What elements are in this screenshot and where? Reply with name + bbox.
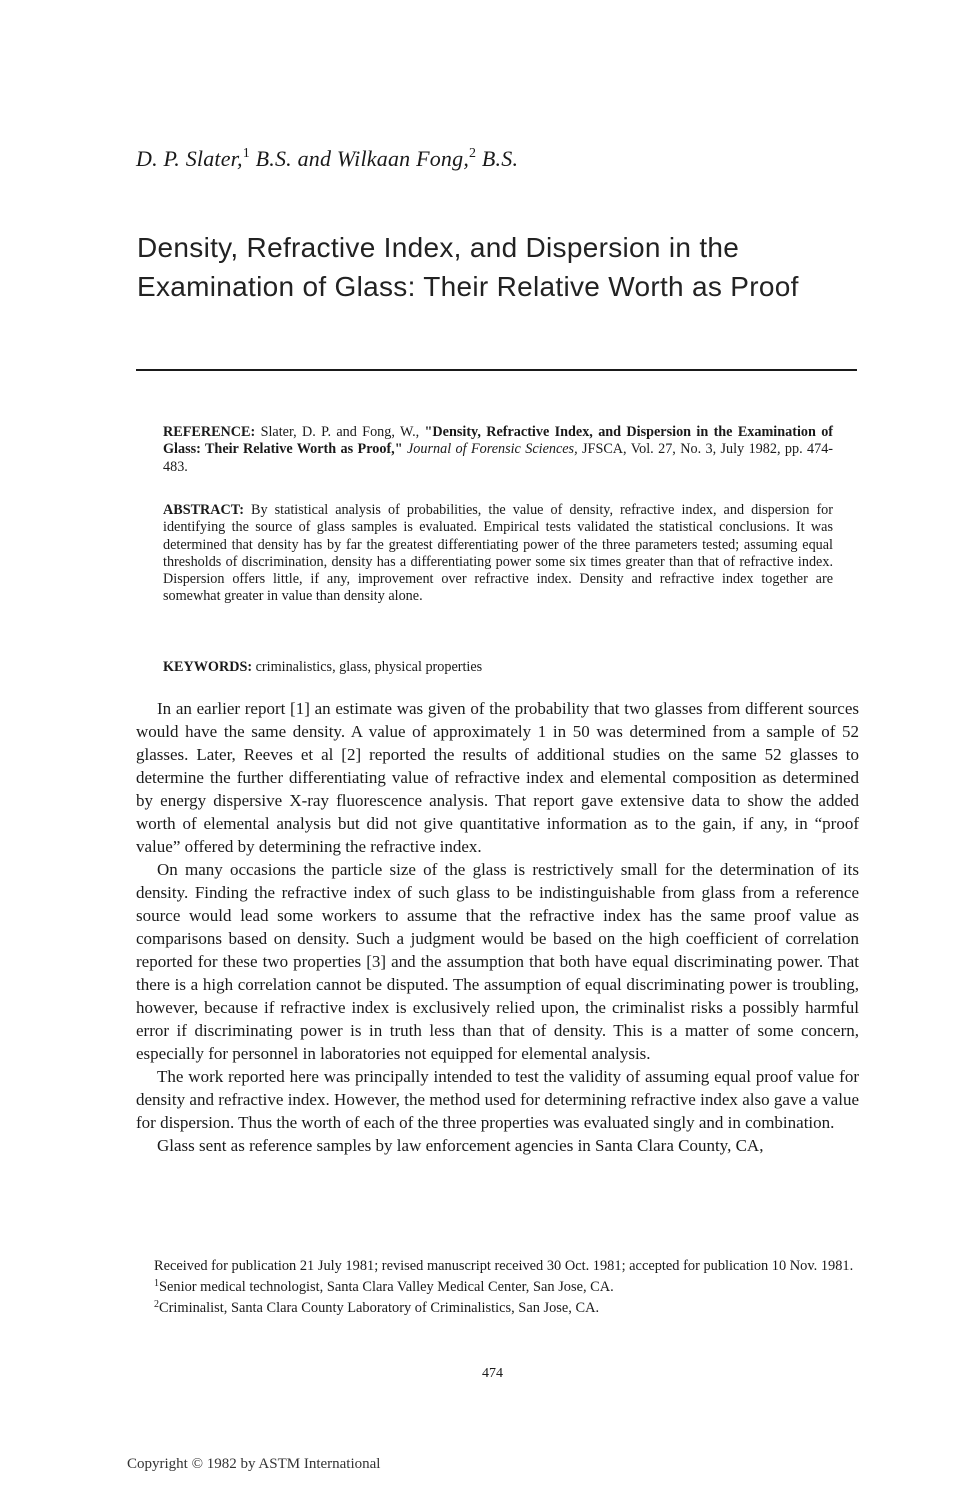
abstract-block [163,502,833,606]
title-divider [136,369,857,371]
abstract-label: ABSTRACT: [163,502,244,518]
author-1-footnote-mark: 1 [242,146,250,161]
reference-block [163,424,833,476]
author-2-name: Wilkaan Fong, [336,146,470,171]
body-paragraph-1: In an earlier report [1] an estimate was given of the probability that two glasses from different sources would have the same density. A value of approximately 1 in 50 was determined from a sample of 52 glasses. Later, Reeves et al [2] reported the results of additional studies on the same 52 glasses to determine the further differentiating value of refractive index and elemental composition as determined by energy dispersive X-ray fluorescence analysis. That report gave extensive data to show the added worth of elemental analysis but did not give quantitative information as to the gain, if any, in “proof value” offered by determining the refractive index. [136,699,859,856]
footnote-1-text: Senior medical technologist, Santa Clara Valley Medical Center, San Jose, CA. [159,1279,614,1295]
reference-details: JFSCA, Vol. 27, No. 3, July 1982, pp. 474-483. [163,441,834,475]
author-2-footnote-mark: 2 [469,146,477,161]
body-text [136,697,859,1157]
footnote-2 [154,1296,858,1317]
footnote-1 [154,1275,858,1296]
reference-authors: Slater, D. P. and Fong, W., [260,424,420,440]
footnotes [136,1258,858,1317]
footnote-1-mark: 1 [154,1278,159,1289]
paper-title: Density, Refractive Index, and Dispersion in the Examination of Glass: Their Relative Worth as Proof [137,232,799,302]
page-number: 474 [482,1366,503,1381]
reference-journal: Journal of Forensic Sciences, [407,441,578,458]
body-paragraph-4: Glass sent as reference samples by law enforcement agencies in Santa Clara County, CA, [157,1136,764,1155]
abstract-text: By statistical analysis of probabilities, the value of density, refractive index, and dispersion for identifying the source of glass samples is evaluated. Empirical tests validated the statistical conclusions. It was determined that density has by far the greatest differentiating power of the three parameters tested; assuming equal thresholds of discrimination, density has a differentiating power some six times greater than that of refractive index. Dispersion offers little, if any, improvement over refractive index. Density and refractive index together are somewhat greater in value than density alone. [163,502,833,605]
author-2-degree: B.S. [481,146,519,171]
keywords-label: KEYWORDS: [163,659,253,675]
keywords-block [163,659,833,676]
reference-article-title: "Density, Refractive Index, and Dispersion in the Examination of Glass: Their Relative Worth as Proof," [163,424,834,458]
keywords-text: criminalistics, glass, physical properties [255,659,483,675]
author-conjunction: and [297,146,332,171]
footnote-2-mark: 2 [154,1299,159,1310]
reference-label: REFERENCE: [163,424,256,440]
author-1-name: D. P. Slater, [136,146,243,171]
body-paragraph-2: On many occasions the particle size of the glass is restrictively small for the determination of its density. Finding the refractive index of such glass to be indistinguishable from glass from a reference source would lead some workers to assume that the refractive index has the same proof value as comparisons based on density. Such a judgment would be based on the high coefficient of correlation reported for these two properties [3] and the assumption that both have equal discriminating power. That there is a high correlation cannot be disputed. The assumption of equal discriminating power is troubling, however, because if refractive index is exclusively relied upon, the criminalist risks a possibly harmful error if discriminating power is in truth less than that of density. This is a matter of some concern, especially for personnel in laboratories not equipped for elemental analysis. [136,860,859,1063]
footnote-2-text: Criminalist, Santa Clara County Laboratory of Criminalistics, San Jose, CA. [159,1300,600,1316]
author-line [136,146,518,172]
received-note: Received for publication 21 July 1981; revised manuscript received 30 Oct. 1981; accepted for publication 10 Nov. 1981. [154,1258,854,1274]
author-1-degree: B.S. [255,146,292,171]
body-paragraph-3: The work reported here was principally intended to test the validity of assuming equal proof value for density and refractive index. However, the method used for determining refractive index also gave a value for dispersion. Thus the worth of each of the three properties was evaluated singly and in combination. [136,1067,859,1132]
copyright-notice: Copyright © 1982 by ASTM International [127,1456,381,1472]
